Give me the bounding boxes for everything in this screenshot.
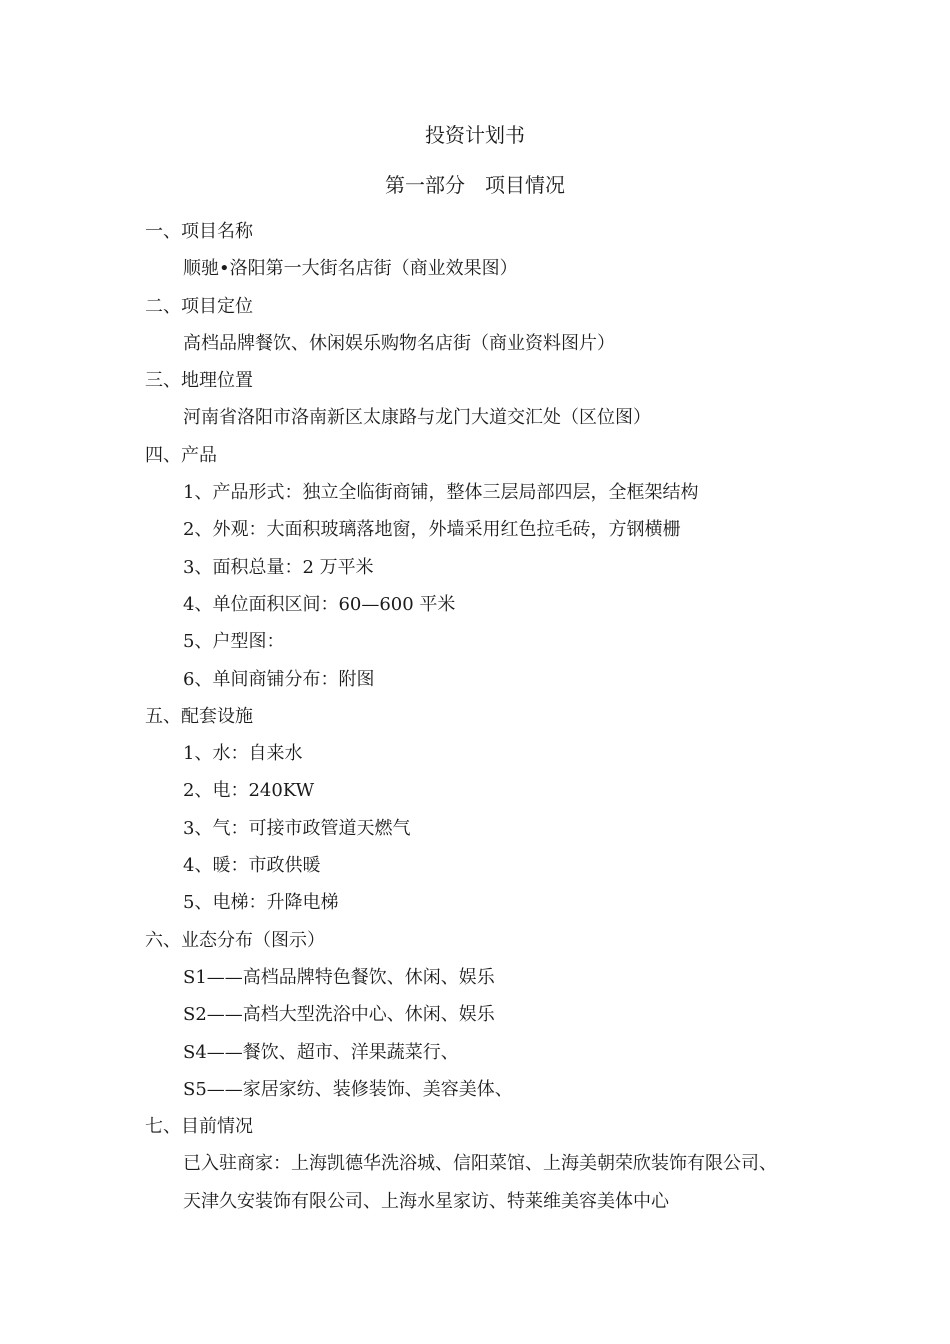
section-line: 2、外观：大面积玻璃落地窗，外墙采用红色拉毛砖，方钢横栅 (183, 519, 681, 541)
section-line: 顺驰•洛阳第一大街名店街（商业效果图） (183, 258, 518, 280)
section-line: 5、电梯：升降电梯 (183, 892, 339, 914)
section-heading: 二、项目定位 (145, 295, 253, 317)
document-body (145, 218, 825, 1225)
section-heading: 六、业态分布（图示） (145, 929, 325, 951)
section-line: S5——家居家纺、装修装饰、美容美体、 (183, 1078, 513, 1100)
section-line: 4、暖：市政供暖 (183, 855, 321, 877)
document-title: 投资计划书 (425, 123, 525, 147)
section-line: 已入驻商家：上海凯德华洗浴城、信阳菜馆、上海美朝荣欣装饰有限公司、 (183, 1153, 777, 1175)
section-line: S2——高档大型洗浴中心、休闲、娱乐 (183, 1004, 495, 1026)
section-heading: 一、项目名称 (145, 221, 253, 242)
section-line: 5、户型图： (183, 631, 285, 653)
section-line: S1——高档品牌特色餐饮、休闲、娱乐 (183, 966, 495, 988)
section-line: 6、单间商铺分布：附图 (183, 668, 375, 690)
section-line: 3、面积总量：2 万平米 (183, 556, 374, 578)
part-title: 第一部分 项目情况 (385, 173, 565, 197)
section-line: 1、产品形式：独立全临街商铺，整体三层局部四层，全框架结构 (183, 482, 699, 504)
section-line: 天津久安装饰有限公司、上海水星家访、特莱维美容美体中心 (183, 1190, 669, 1212)
section-heading: 七、目前情况 (145, 1116, 253, 1138)
section-line: 河南省洛阳市洛南新区太康路与龙门大道交汇处（区位图） (183, 407, 651, 429)
section-heading: 四、产品 (145, 444, 217, 466)
section-line: 4、单位面积区间：60—600 平米 (183, 593, 456, 615)
section-line: 高档品牌餐饮、休闲娱乐购物名店街（商业资料图片） (183, 332, 615, 354)
section-line: 1、水：自来水 (183, 743, 303, 765)
section-heading: 三、地理位置 (145, 370, 253, 392)
section-heading: 五、配套设施 (145, 705, 253, 727)
section-line: 3、气：可接市政管道天燃气 (183, 817, 411, 839)
section-line: S4——餐饮、超市、洋果蔬菜行、 (183, 1041, 459, 1063)
section-line: 2、电：240KW (183, 780, 315, 802)
